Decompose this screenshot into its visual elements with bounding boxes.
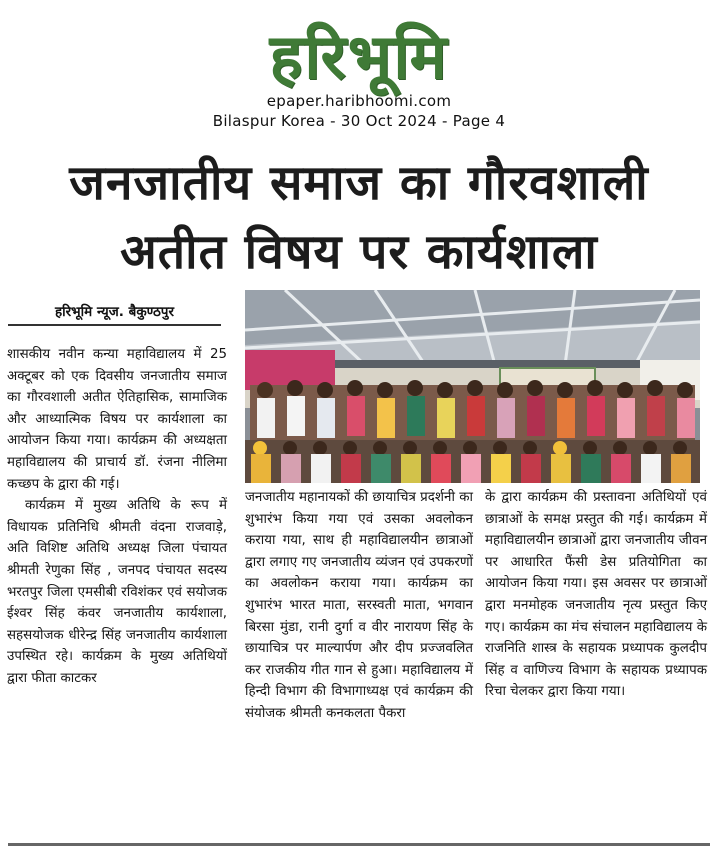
event-photo-illustration — [245, 290, 700, 483]
paragraph-program: के द्वारा कार्यक्रम की प्रस्तावना अतिथियों एवं छात्राओं के समक्ष प्रस्तुत की गई। कार्यक्रम में महाविद्यालयीन छात्राओं द्वारा जनजातीय जीवन पर आधारित फैंसी डेस प्रतियोगिता का आयोजन किया गया। इस अवसर पर छात्राओं द्वारा मनमोहक जनजातीय नृत्य प्रस्तुत किए गए। कार्यक्रम का मंच संचालन महाविद्यालय के राजनिति शास्त्र के सहायक प्रध्यापक कुलदीप सिंह व वाणिज्य विभाग के सहायक प्रध्यापक रिचा चेलकर द्वारा किया गया। — [485, 490, 707, 700]
article-column-2 — [245, 487, 473, 725]
bottom-divider — [8, 843, 710, 846]
edition-info: Bilaspur Korea - 30 Oct 2024 - Page 4 — [212, 112, 506, 130]
paragraph-intro: शासकीय नवीन कन्या महाविद्यालय में 25 अक्टूबर को एक दिवसीय जनजातीय समाज का गौरवशाली अतीत ऐतिहासिक, सामाजिक और आध्यात्मिक विषय पर कार्यशाला का आयोजन किया गया। कार्यक्रम की अध्यक्षता महाविद्यालय की प्राचार्य डॉ. रंजना नीलिमा कच्छप के द्वारा की गई। — [7, 347, 227, 492]
article-column-1 — [7, 344, 227, 690]
epaper-url: epaper.haribhoomi.com — [266, 92, 452, 110]
paragraph-exhibition: जनजातीय महानायकों की छायाचित्र प्रदर्शनी का शुभारंभ किया गया एवं उसका अवलोकन कराया गया, साथ ही महाविद्यालयीन छात्राओं द्वारा लगाए गए जनजातीय व्यंजन एवं उपकरणों का अवलोकन कराया गया। कार्यक्रम का शुभारंभ भारत माता, सरस्वती माता, भगवान बिरसा मुंडा, रानी दुर्गा व वीर नारायण सिंह के छायाचित्र पर माल्यार्पण और दीप प्रज्जवलित कर राजकीय गीत गान से हुआ। महाविद्यालय में हिन्दी विभाग की विभागाध्यक्ष एवं कार्यक्रम की संयोजक श्रीमती कनकलता पैकरा — [245, 490, 473, 721]
newspaper-logo: हरिभूमि — [269, 20, 449, 93]
event-photo — [245, 290, 700, 483]
masthead — [0, 0, 718, 93]
article-column-3 — [485, 487, 707, 703]
headline-line-1: जनजातीय समाज का गौरवशाली — [69, 155, 649, 211]
headline-line-2: अतीत विषय पर कार्यशाला — [120, 224, 598, 280]
paragraph-guests: कार्यक्रम में मुख्य अतिथि के रूप में विधायक प्रतिनिधि श्रीमती वंदना राजवाड़े, अति विशिष्ट अतिथि अध्यक्ष जिला पंचायत श्रीमती रेणुका सिंह , जनपद पंचायत सदस्य भरतपुर जिला एमसीबी रविशंकर एवं सयोजक ईश्वर सिंह कंवर जनजातीय कार्यशाला, सहसयोजक धीरेन्द्र सिंह जनजातीय कार्यशाला उपस्थित रहे। कार्यक्रम के मुख्य अतिथियों द्वारा फीता काटकर — [7, 498, 227, 686]
byline: हरिभूमि न्यूज. बैकुण्ठपुर — [8, 302, 221, 326]
